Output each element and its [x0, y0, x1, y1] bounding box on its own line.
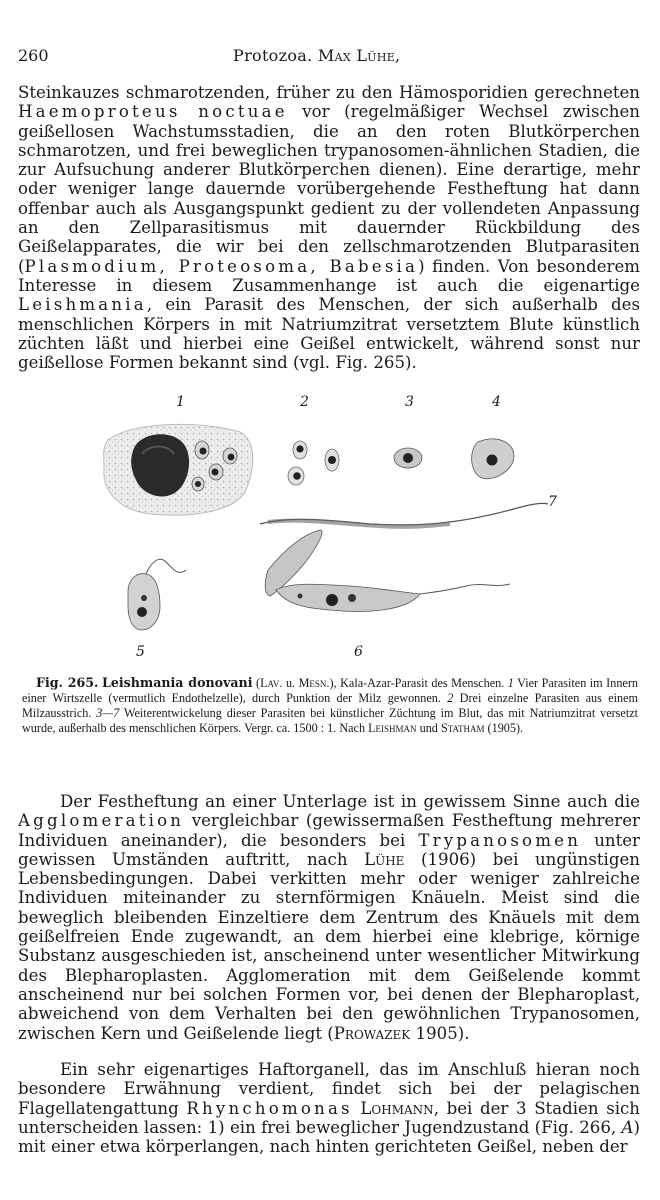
- term-agglomeration: Agglomeration: [18, 811, 185, 831]
- parasite-stage-4-drawing: [472, 439, 514, 479]
- figure-label-7: 7: [548, 494, 557, 510]
- figure-caption-label: Fig. 265.: [36, 675, 99, 690]
- figure-label-4: 4: [492, 394, 501, 410]
- running-title: Protozoa. Max Lühe,: [233, 46, 401, 65]
- host-cell-drawing: [104, 424, 253, 515]
- flagellate-stage-5-drawing: [128, 559, 186, 630]
- parasite-stage-3-drawing: [394, 448, 422, 468]
- figure-265-illustration: [90, 394, 570, 660]
- figure-label-5: 5: [136, 644, 145, 660]
- figure-label-3: 3: [405, 394, 414, 410]
- paragraph-3: Ein sehr eigenartiges Haftorganell, das im Anschluß hieran noch besondere Erwähnung verdient, findet sich bei der pelagischen Flagellatengattung Rhynchomonas Lohmann, bei der 3 Stadien sich unterscheiden lassen: 1) ein frei beweglicher Jugendzustand (Fig. 266, A) mit einer etwa körperlangen, nach hinten gerichteten Geißel, neben der: [18, 1060, 640, 1157]
- species-haemoproteus: Haemoproteus noctuae: [18, 102, 288, 122]
- term-trypanosomen: Trypanosomen: [418, 830, 582, 850]
- flagellate-stage-7-drawing: [260, 503, 548, 526]
- paragraph-1: Steinkauzes schmarotzenden, früher zu den Hämosporidien gerechneten Haemoproteus noctuae vor (regelmäßiger Wechsel zwischen geißellosen Wachstumsstadien, die an den roten Blutkörperchen schmarotzen, und frei beweglichen trypanosomen-ähnlichen Stadien, die zur Aufsuchung anderer Blutkörperchen dienen). Eine derartige, mehr oder weniger lange dauernde vorübergehende Festheftung hat dann offenbar auch als Ausgangspunkt gedient zu der vollendeten Anpassung an den Zellparasitismus mit dauernder Rückbildung des Geißelapparates, die wir bei den zellschmarotzenden Blutparasiten (Plasmodium, Proteosoma, Babesia) finden. Von besonderem Interesse in diesem Zusammenhange ist auch die eigenartige Leishmania, ein Parasit des Menschen, der sich außerhalb des menschlichen Körpers in mit Natriumzitrat versetztem Blute künstlich züchten läßt und hierbei eine Geißel entwickelt, während sonst nur geißellose Formen bekannt sind (vgl. Fig. 265).: [18, 83, 640, 373]
- genus-rhynchomonas: Rhynchomonas: [186, 1098, 353, 1118]
- figure-caption: Fig. 265. Leishmania donovani (Lav. u. Mesn.), Kala-Azar-Parasit des Menschen. 1 Vier Parasiten im Innern einer Wirtszelle (vermutlich Endothelzelle), durch Punktion der Milz gewonnen. 2 Drei einzelne Parasiten aus einem Milzausstrich. 3—7 Weiterentwickelung dieser Parasiten bei künstlicher Züchtung im Blut, das mit Natriumzitrat versetzt wurde, außerhalb des menschlichen Körpers. Vergr. ca. 1500 : 1. Nach Leishman und Statham (1905).: [22, 675, 639, 735]
- single-parasites-drawing: [288, 441, 339, 485]
- flagellate-stage-6-drawing: [265, 530, 510, 611]
- figure-label-6: 6: [354, 644, 363, 660]
- running-header: [18, 46, 638, 70]
- genus-leishmania: Leishmania: [18, 295, 147, 315]
- figure-label-2: 2: [300, 394, 309, 410]
- figure-label-1: 1: [176, 394, 185, 410]
- genera-list: Plasmodium, Proteosoma, Babesia: [24, 256, 419, 276]
- parasite-drawings: [90, 420, 570, 635]
- page-number: 260: [18, 46, 49, 65]
- figure-species-name: Leishmania donovani: [101, 675, 253, 690]
- paragraph-2: Der Festheftung an einer Unterlage ist in gewissem Sinne auch die Agglomeration vergleichbar (gewissermaßen Festheftung mehrerer Individuen aneinander), die besonders bei Trypanosomen unter gewissen Umständen auftritt, nach Lühe (1906) bei ungünstigen Lebensbedingungen. Dabei verkitten mehr oder weniger zahlreiche Individuen miteinander zu sternförmigen Knäueln. Meist sind die beweglich bleibenden Einzeltiere dem Zentrum des Knäuels mit dem geißelfreien Ende zugewandt, an dem hierbei eine klebrige, körnige Substanz ausgeschieden ist, anscheinend unter wesentlicher Mitwirkung des Blepharoplasten. Agglomeration mit dem Geißelende kommt anscheinend nur bei solchen Formen vor, bei denen der Blepharoplast, abweichend von dem Verhalten bei den gewöhnlichen Trypanosomen, zwischen Kern und Geißelende liegt (Prowazek 1905).: [18, 792, 640, 1043]
